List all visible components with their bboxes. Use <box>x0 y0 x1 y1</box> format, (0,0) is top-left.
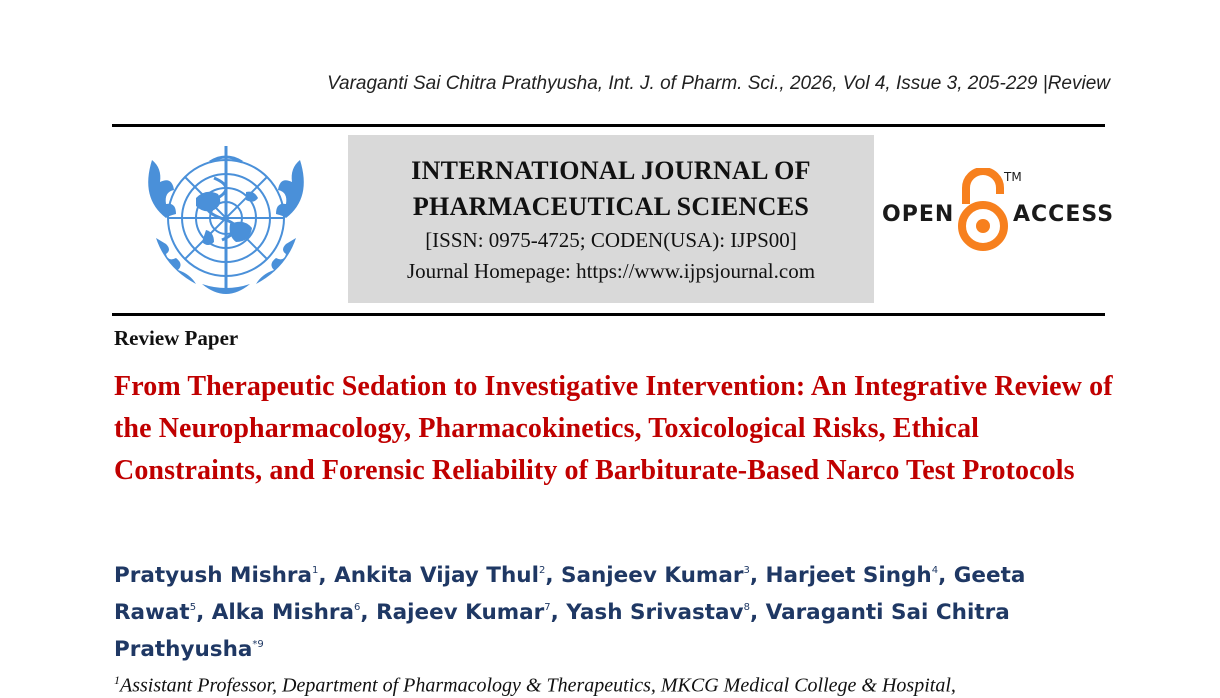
author-name: Ankita Vijay Thul <box>334 563 539 588</box>
header-bottom-rule <box>112 313 1105 316</box>
document-type: Review Paper <box>114 326 239 350</box>
journal-homepage: Journal Homepage: https://www.ijpsjournal.com <box>406 259 816 283</box>
author-name: Yash Srivastav <box>566 600 744 625</box>
author-affiliation-marker: 7 <box>544 602 551 613</box>
author-name: Rajeev Kumar <box>376 600 545 625</box>
affiliation-line <box>114 673 1114 698</box>
author-list: Pratyush Mishra$^1$, Ankita Vijay Thul$^2$, Sanjeev Kumar$^3$, Harjeet Singh$^4$, Geeta Rawat$^5$, Alka Mishra$^6$, Rajeev Kumar$^7$, Yash Srivastav$^8$, Varaganti Sai Chitra Prathyusha$^{*9}$ <box>114 563 1026 662</box>
author-name: Harjeet Singh <box>765 563 932 588</box>
author-name: Sanjeev Kumar <box>561 563 744 588</box>
author-affiliation-marker: 8 <box>743 602 750 613</box>
author-name: Alka Mishra <box>211 600 355 625</box>
author-name: Geeta Rawat <box>114 563 1026 625</box>
author-name: Pratyush Mishra <box>114 563 313 588</box>
author-affiliation-marker: 2 <box>538 565 546 576</box>
author-affiliation-marker: 1 <box>312 565 319 576</box>
affiliation-text: Assistant Professor, Department of Pharmacology & Therapeutics, MKCG Medical College & Hospital, <box>120 674 956 697</box>
journal-name <box>348 153 874 225</box>
open-access-logo <box>880 168 1115 252</box>
paper-title: From Therapeutic Sedation to Investigative Intervention: An Integrative Review of the Neuropharmacology, Pharmacokinetics, Toxicological Risks, Ethical Constraints, and Forensic Reliability of Barbiturate-Based Narco Test Protocols <box>114 371 1113 486</box>
header-top-rule <box>112 124 1105 127</box>
journal-codes: [ISSN: 0975-4725; CODEN(USA): IJPS00] <box>425 228 797 252</box>
author-affiliation-marker: 3 <box>743 565 750 576</box>
author-affiliation-marker: 6 <box>354 602 361 613</box>
author-affiliation-marker: 4 <box>931 565 939 576</box>
open-access-tm: TM <box>1004 170 1022 184</box>
journal-name-line2: PHARMACEUTICAL SCIENCES <box>412 192 810 221</box>
author-affiliation-marker: *9 <box>252 639 264 650</box>
open-access-access-text: ACCESS <box>1013 202 1115 227</box>
un-emblem-icon <box>126 138 326 306</box>
journal-name-line1: INTERNATIONAL JOURNAL OF <box>411 156 811 185</box>
affiliation-marker: 1 <box>114 673 120 687</box>
author-affiliation-marker: 5 <box>189 602 197 613</box>
journal-masthead <box>348 135 874 303</box>
running-head: Varaganti Sai Chitra Prathyusha, Int. J. of Pharm. Sci., 2026, Vol 4, Issue 3, 205-229 |Review <box>327 73 1110 94</box>
author-name: Varaganti Sai Chitra Prathyusha <box>114 600 1010 662</box>
open-access-open-text: OPEN <box>882 202 955 227</box>
